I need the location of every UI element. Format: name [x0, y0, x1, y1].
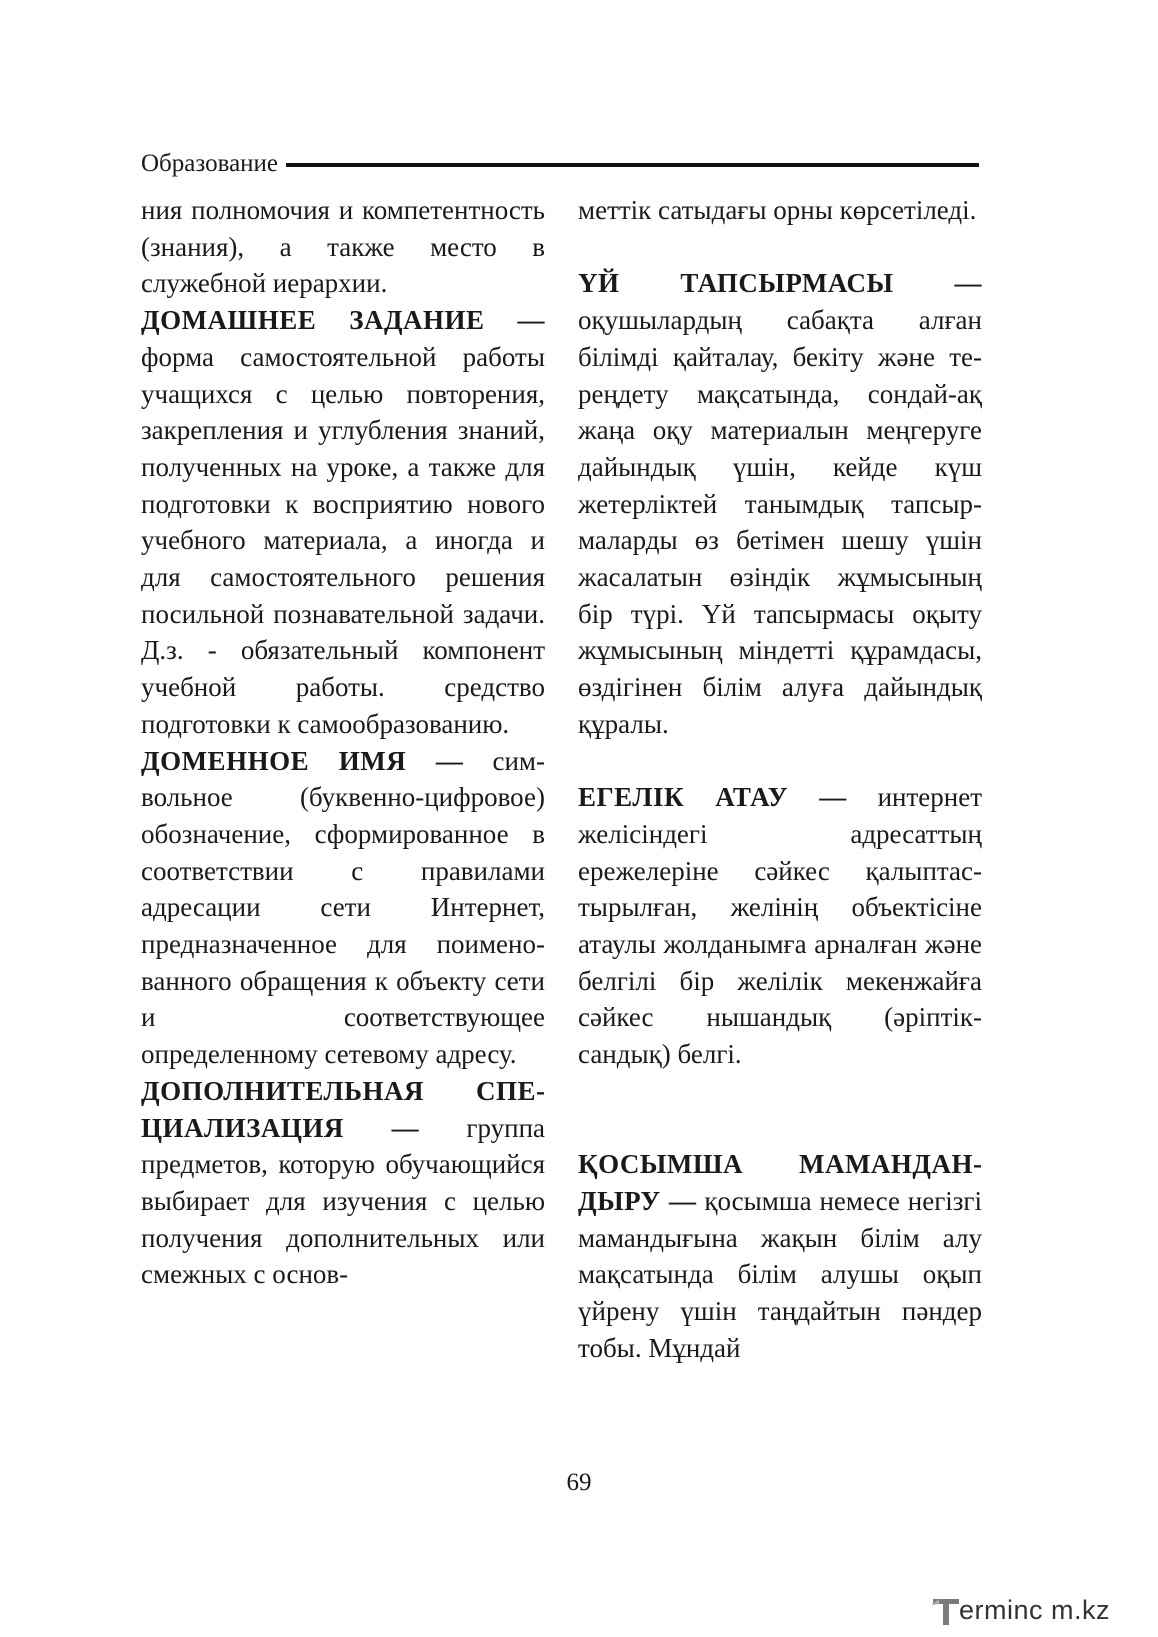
entry-qosymsha-mamandandyru	[578, 1146, 982, 1366]
continued-paragraph: меттік сатыдағы орны көрсетіледі.	[578, 195, 977, 225]
entry-dopolnitelnaya-specializaciya	[141, 1073, 545, 1293]
termincom-logo-icon	[929, 1593, 963, 1629]
continued-paragraph: ния полномочия и компетентность (знания), а также место в служебной иерархии.	[141, 195, 545, 299]
left-column	[141, 192, 545, 1293]
spacer	[578, 743, 982, 780]
entry-definition: группа предметов, которую обучающийся выбирает для изучения с целью получения дополнительных или смежных с основ-	[141, 1112, 546, 1290]
right-column	[578, 192, 982, 1366]
entry-uy-tapsyrmasy	[578, 265, 982, 742]
running-header	[141, 146, 979, 182]
watermark-text: erminc m.kz	[959, 1595, 1111, 1625]
header-rule	[286, 163, 979, 167]
entry-term: ҚОСЫМША МАМАНДАНДЫРУ —	[578, 1149, 982, 1216]
watermark[interactable]	[929, 1593, 1144, 1629]
entry-definition: интернет желісіндегі адресаттың ережелеріне сәйкес қалыптастырылған, желінің объектісіне атаулы жолданымға арналған және белгілі бір желілік мекенжайға сәйкес нышандық (әріптік-сандық) белгі.	[578, 782, 982, 1070]
entry-term: ҮЙ ТАПСЫРМАСЫ —	[578, 268, 982, 299]
entry-definition: қосымша немесе негізгі мамандығына жақын білім алу мақсатында білім алушы оқып үйрену үшін таңдайтын пәндер тобы. Мұндай	[578, 1185, 983, 1363]
entry-definition: форма самостоятельной работы учащихся с целью повторения, закрепления и углубления знаний, полученных на уроке, а также для подготовки к восприятию нового учебного материала, а иногда и для самостоятельного решения посильной познавательной задачи. Д.з. - обязательный компонент учебной работы. средство подготовки к самообразованию.	[141, 341, 545, 739]
entry-definition: символьное (буквенно-цифровое) обозначение, сформированное в соответствии с правилами адресации сети Интернет, предназначенное для поименованного обращения к объекту сети и соответствующее определенному сетевому адресу.	[141, 745, 545, 1070]
entry-domashnee-zadanie	[141, 302, 545, 742]
entry-term: ДОМЕННОЕ ИМЯ —	[141, 745, 464, 776]
entry-term: ДОМАШНЕЕ ЗАДАНИЕ —	[141, 305, 545, 336]
spacer	[578, 1073, 982, 1110]
spacer	[578, 229, 982, 266]
section-title: Образование	[141, 150, 279, 177]
entry-domennoe-imya	[141, 743, 545, 1073]
entry-definition: оқушылардың сабақта алған білімді қайталау, бекіту және тереңдету мақсатында, сондай-ақ жаңа оқу материалын меңгеруге дайындық үшін, кейде күш жетерліктей танымдық тапсырмаларды өз бетімен шешу үшін жасалатын өзіндік жұмысының бір түрі. Үй тапсырмасы оқыту жұмысының міндетті құрамдасы, өздігінен білім алуға дайындық құралы.	[578, 305, 982, 739]
page-number: 69	[566, 1469, 592, 1496]
entry-term: ЕГЕЛІК АТАУ —	[578, 782, 847, 813]
spacer	[578, 1110, 982, 1147]
entry-term: ДОПОЛНИТЕЛЬНАЯ СПЕЦИАЛИЗАЦИЯ —	[141, 1075, 545, 1143]
entry-egelik-atau	[578, 779, 982, 1073]
